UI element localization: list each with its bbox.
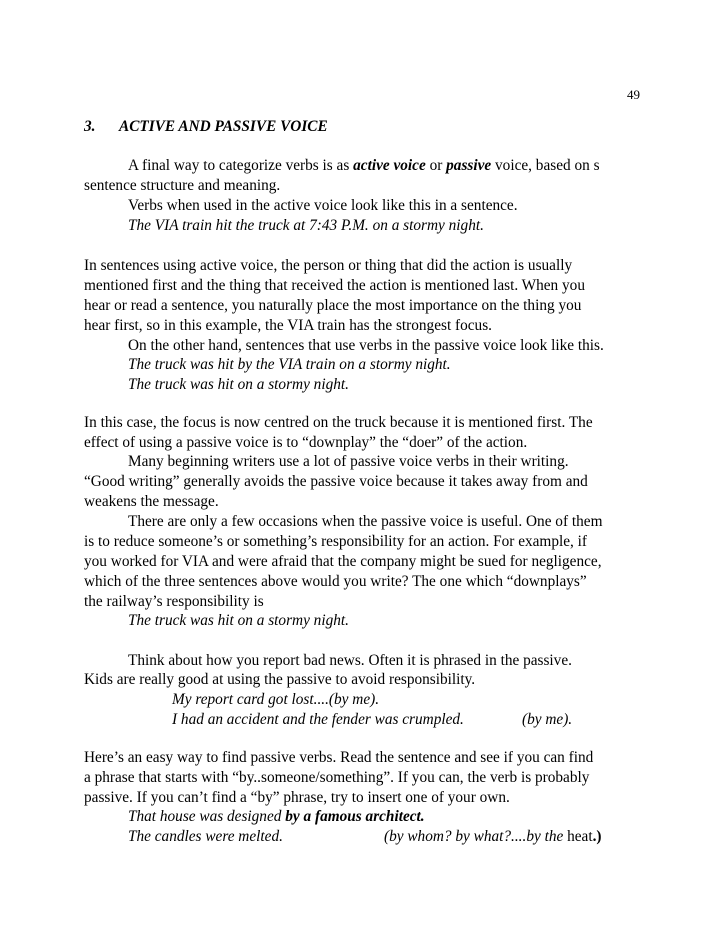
p2-line-5: On the other hand, sentences that use verbs in the passive voice look like this.: [128, 337, 604, 354]
section-title: ACTIVE AND PASSIVE VOICE: [119, 118, 328, 135]
p5-example-2: The candles were melted.: [128, 828, 283, 845]
section-number: 3.: [84, 118, 96, 135]
p3-line-4: “Good writing” generally avoids the passive voice because it takes away from and: [84, 473, 588, 490]
p2-line-1: In sentences using active voice, the person or thing that did the action is usually: [84, 257, 573, 274]
p3-line-9: which of the three sentences above would you write? The one which “downplays”: [84, 573, 587, 590]
p3-line-2: effect of using a passive voice is to “downplay” the “doer” of the action.: [84, 434, 528, 451]
p2-example-2: The truck was hit on a stormy night.: [128, 376, 349, 393]
p4-example-1: My report card got lost....(by me).: [172, 691, 380, 708]
page-number: 49: [627, 87, 640, 102]
p2-line-4: hear first, so in this example, the VIA train has the strongest focus.: [84, 317, 492, 334]
p3-line-3: Many beginning writers use a lot of passive voice verbs in their writing.: [128, 453, 569, 470]
p4-line-1: Think about how you report bad news. Often it is phrased in the passive.: [128, 652, 572, 669]
p5-line-2: a phrase that starts with “by..someone/something”. If you can, the verb is probably: [84, 769, 590, 786]
p5-example-1: That house was designed by a famous architect.: [128, 808, 425, 825]
p2-line-3: hear or read a sentence, you naturally place the most importance on the thing you: [84, 297, 582, 314]
p3-line-1: In this case, the focus is now centred on the truck because it is mentioned first. The: [84, 414, 593, 431]
p3-line-8: you worked for VIA and were afraid that the company might be sued for negligence,: [84, 553, 602, 570]
p5-line-1: Here’s an easy way to find passive verbs. Read the sentence and see if you can find: [84, 749, 594, 766]
p1-line-3: Verbs when used in the active voice look like this in a sentence.: [128, 197, 518, 214]
p2-line-2: mentioned first and the thing that received the action is mentioned last. When you: [84, 277, 585, 294]
p1-line-2: sentence structure and meaning.: [84, 177, 281, 194]
p3-line-5: weakens the message.: [84, 493, 219, 510]
p1-line-1: A final way to categorize verbs is as active voice or passive voice, based on s: [128, 157, 600, 174]
p3-example: The truck was hit on a stormy night.: [128, 612, 349, 629]
p5-example-2-note: (by whom? by what?....by the heat.): [384, 828, 602, 845]
p5-line-3: passive. If you can’t find a “by” phrase, try to insert one of your own.: [84, 789, 510, 806]
p4-line-2: Kids are really good at using the passive to avoid responsibility.: [84, 671, 476, 688]
p3-line-6: There are only a few occasions when the passive voice is useful. One of them: [128, 513, 603, 530]
p3-line-7: is to reduce someone’s or something’s responsibility for an action. For example, if: [84, 533, 587, 550]
p2-example-1: The truck was hit by the VIA train on a stormy night.: [128, 356, 451, 373]
p4-example-2: I had an accident and the fender was crumpled.: [172, 711, 464, 728]
p1-example: The VIA train hit the truck at 7:43 P.M. on a stormy night.: [128, 217, 484, 234]
p4-example-2-note: (by me).: [522, 711, 573, 728]
p3-line-10: the railway’s responsibility is: [84, 593, 264, 610]
